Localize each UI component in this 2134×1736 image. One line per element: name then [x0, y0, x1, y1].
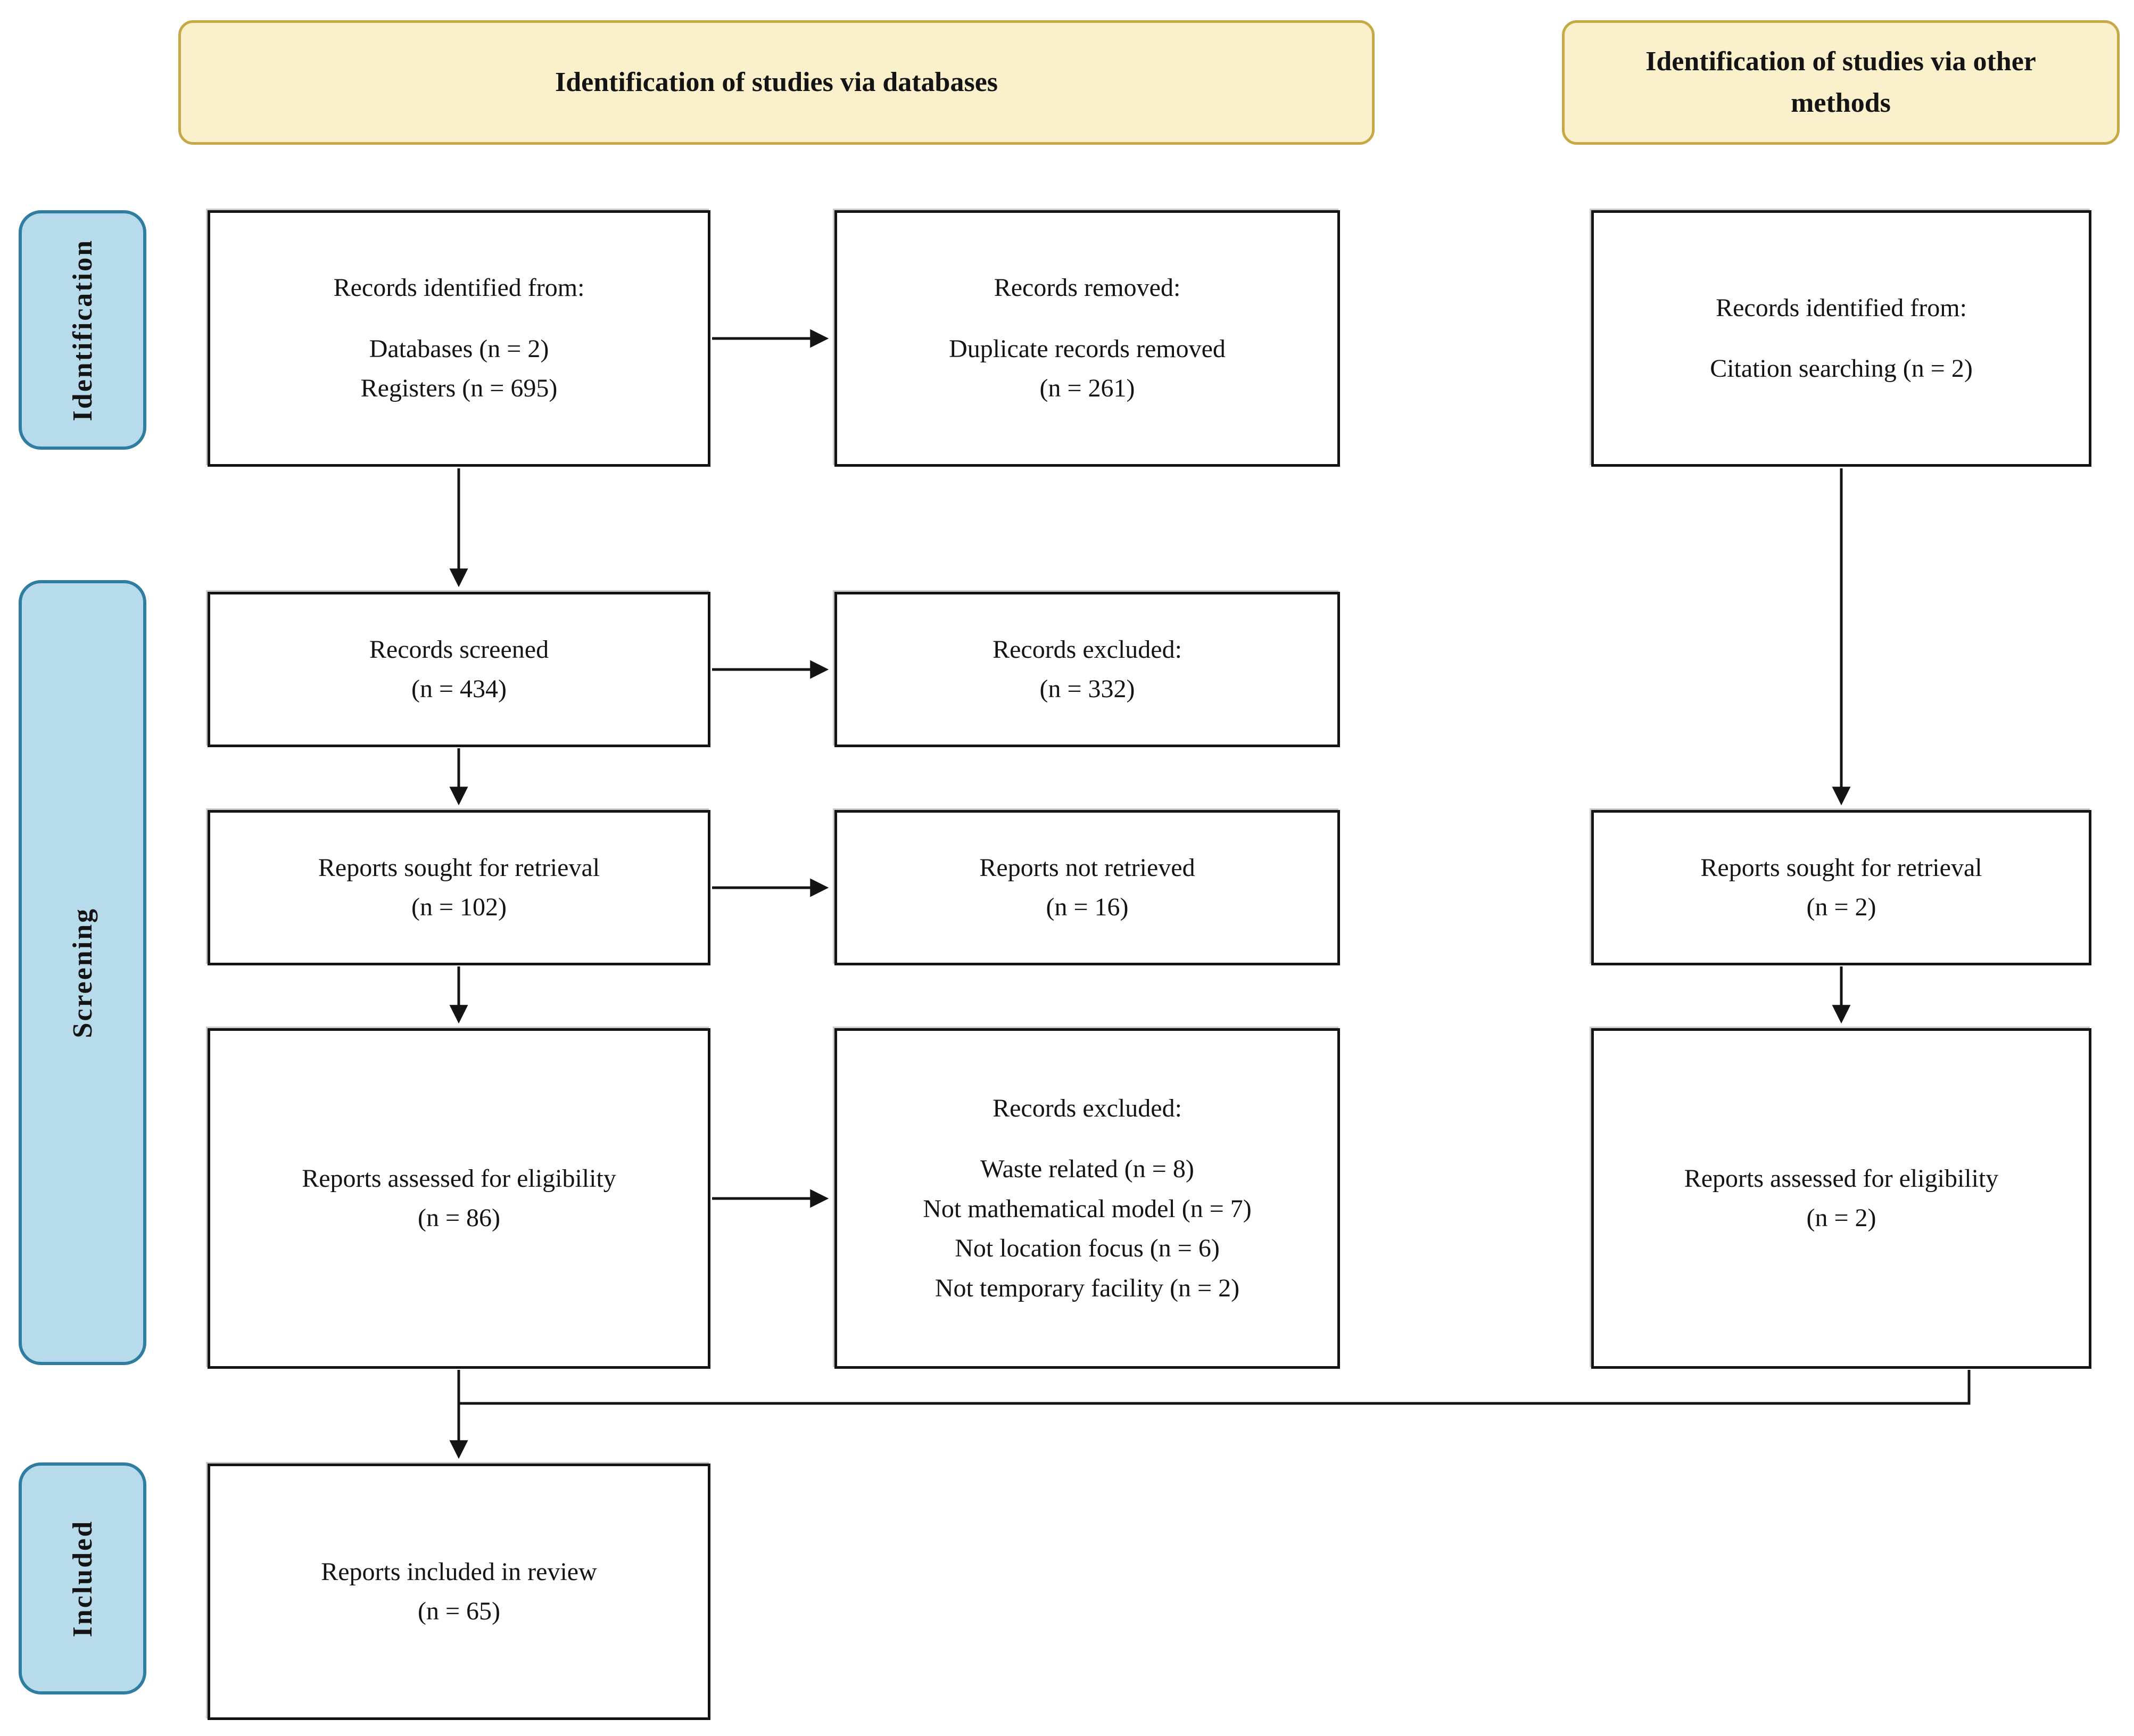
box-reports-sought-databases: [208, 810, 710, 965]
box-records-excluded: [834, 592, 1340, 747]
box-line: Reports sought for retrieval: [318, 853, 600, 882]
box-line: Records screened: [369, 635, 549, 664]
box-line: Registers (n = 695): [360, 374, 558, 403]
box-reports-included: [208, 1464, 710, 1720]
stage-label: Screening: [67, 907, 98, 1038]
box-line: (n = 434): [411, 675, 507, 703]
box-reports-not-retrieved: [834, 810, 1340, 965]
box-line: Databases (n = 2): [369, 334, 549, 363]
box-records-screened: [208, 592, 710, 747]
box-title: Records removed:: [994, 274, 1181, 302]
box-line: Citation searching (n = 2): [1710, 354, 1973, 383]
box-records-removed: [834, 210, 1340, 467]
box-line: Reports assessed for eligibility: [1684, 1164, 1999, 1193]
box-reports-sought-other: [1591, 810, 2091, 965]
box-line: (n = 16): [1046, 893, 1129, 921]
box-line: (n = 102): [411, 893, 507, 921]
header-text: Identification of studies via other methods: [1645, 46, 2036, 118]
stage-identification: [19, 210, 146, 450]
box-title: Records identified from:: [1716, 293, 1967, 322]
box-line: Not location focus (n = 6): [955, 1234, 1220, 1263]
box-line: Reports sought for retrieval: [1700, 853, 1982, 882]
box-reports-assessed-other: [1591, 1028, 2091, 1369]
box-records-excluded-reasons: [834, 1028, 1340, 1369]
box-line: Reports included in review: [321, 1557, 597, 1586]
box-line: (n = 65): [417, 1597, 501, 1625]
box-line: Records excluded:: [992, 635, 1182, 664]
box-line: Reports assessed for eligibility: [302, 1164, 616, 1193]
box-line: (n = 261): [1039, 374, 1135, 403]
header-identification-via-databases: [178, 20, 1375, 145]
box-line: Not temporary facility (n = 2): [934, 1274, 1240, 1302]
box-line: Waste related (n = 8): [980, 1155, 1194, 1184]
box-line: Duplicate records removed: [949, 334, 1226, 363]
box-line: Reports not retrieved: [979, 853, 1195, 882]
connector-other-assessed-to-included: [459, 1370, 1969, 1403]
stage-label: Identification: [67, 238, 98, 421]
header-identification-via-other-methods: [1562, 20, 2120, 145]
box-title: Records identified from:: [333, 274, 585, 302]
box-records-identified-other: [1591, 210, 2091, 467]
box-records-identified-databases: [208, 210, 710, 467]
box-line: (n = 2): [1806, 1204, 1876, 1232]
stage-screening: [19, 580, 146, 1365]
box-line: (n = 332): [1039, 675, 1135, 703]
box-title: Records excluded:: [992, 1094, 1182, 1123]
box-line: Not mathematical model (n = 7): [923, 1194, 1252, 1223]
stage-label: Included: [67, 1519, 98, 1638]
box-line: (n = 86): [417, 1204, 501, 1232]
header-text: Identification of studies via databases: [555, 67, 998, 97]
box-reports-assessed-databases: [208, 1028, 710, 1369]
stage-included: [19, 1462, 146, 1694]
box-line: (n = 2): [1806, 893, 1876, 921]
